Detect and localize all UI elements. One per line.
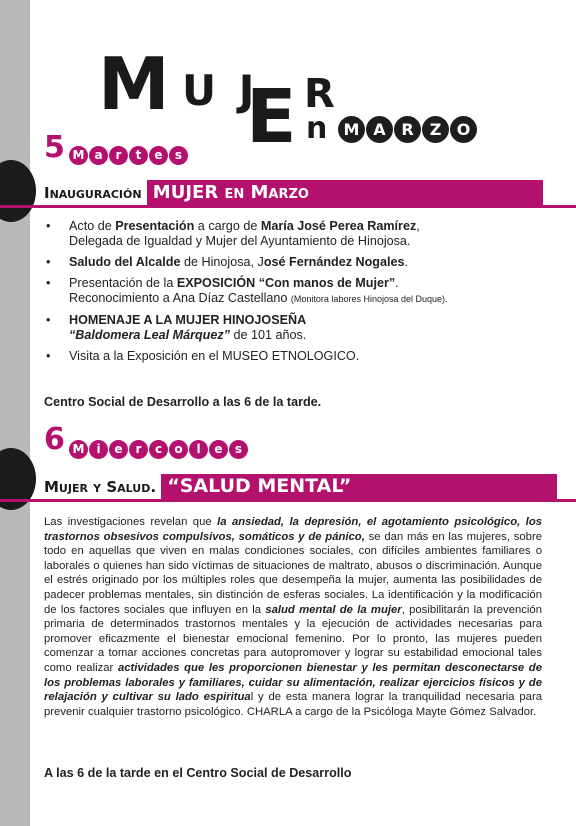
item-bold: HOMENAJE A LA MUJER HINOJOSEÑA (69, 313, 307, 327)
circle-letter: c (149, 440, 168, 459)
item-text: de Hinojosa, J (180, 255, 264, 269)
item-bold: Presentación (115, 219, 195, 233)
circle-letter: e (209, 440, 228, 459)
para-emphasis: salud mental de la mujer (265, 603, 402, 616)
circle-letter: s (169, 146, 188, 165)
event-place: A las 6 de la tarde en el Centro Social de Desarrollo (44, 766, 352, 780)
circle-letter: M (69, 440, 88, 459)
circle-letter: r (129, 440, 148, 459)
item-text: . (404, 255, 408, 269)
section-highlight: MUJER en Marzo (147, 180, 543, 205)
para-text: , posibilitarán la prevención primaria de determinados trastornos mentales y la ejecución de actividades necesarias para promover eficazmente el bienestar emocional femenino. Por lo pronto, las mujeres pueden comenzar a tomar acciones concretas para autopromover y lograr su estabilidad emocional tales como realizar (44, 603, 542, 674)
section-underline (0, 499, 576, 502)
para-text: Las investigaciones revelan que (44, 516, 218, 528)
circle-letter: o (169, 440, 188, 459)
item-bold-italic: “Baldomera Leal Márquez” (69, 328, 230, 342)
item-text: Delegada de Igualdad y Mujer del Ayuntamiento de Hinojosa. (69, 234, 411, 248)
list-item (44, 219, 554, 249)
section-underline (0, 205, 576, 208)
circle-letter: s (229, 440, 248, 459)
list-item (44, 255, 554, 270)
para-emphasis: la ansiedad, la depresión, el agotamiento psicológico, los trastornos obsesivos compulsivos, somáticos y de pánico, (44, 516, 542, 543)
title-letters-uj: U J (182, 66, 259, 115)
item-small: (Monitora labores Hinojosa del Duque). (290, 294, 448, 304)
day-number: 5 (44, 130, 65, 165)
description-paragraph (44, 515, 542, 719)
section-heading (44, 474, 557, 499)
item-bold: EXPOSICIÓN “Con manos de Mujer” (176, 276, 396, 290)
circle-letter: M (69, 146, 88, 165)
section-highlight: “SALUD MENTAL” (161, 474, 557, 499)
circle-letter: A (366, 116, 393, 143)
circle-letter: t (129, 146, 148, 165)
list-item (44, 349, 554, 364)
circle-letter: M (338, 116, 365, 143)
circle-letter: r (109, 146, 128, 165)
title-letter-r: R (304, 71, 335, 117)
item-bold: Saludo del Alcalde (69, 255, 181, 269)
title-letter-e: E (246, 74, 297, 160)
event-place: Centro Social de Desarrollo a las 6 de la tarde. (44, 395, 322, 409)
day-name-circled (69, 440, 249, 459)
circle-letter: a (89, 146, 108, 165)
item-text: Acto de (69, 219, 116, 233)
list-item (44, 276, 554, 307)
item-text: Reconocimiento a Ana Díaz Castellano (69, 291, 291, 305)
left-grey-strip (0, 0, 30, 826)
circle-letter: Z (422, 116, 449, 143)
circle-letter: e (109, 440, 128, 459)
para-text: se dan más en las mujeres, sobre todo en aquellas que viven en malas condiciones sociales, con difíciles ambientes familiares o laborales o quienes han sido víctimas de situaciones de maltrato, abusos o discriminación. Aunque el estrés originado por los múltiples roles que desempeña la mujer, aumenta las posibilidades de padecer problemas mentales, sin distinción de esferas sociales. La identificación y la modificación de los factores sociales que influyen en la (44, 530, 542, 616)
item-bold: osé Fernández Nogales (263, 255, 405, 269)
section-prefix: Mujer y Salud. (44, 478, 162, 496)
section-prefix: Inauguración (44, 184, 147, 202)
item-text: a cargo de (194, 219, 261, 233)
section-heading (44, 180, 543, 205)
list-item (44, 313, 554, 343)
item-bold: María José Perea Ramírez (260, 219, 417, 233)
circle-letter: R (394, 116, 421, 143)
item-text: . (395, 276, 399, 290)
title-letter-m: M (98, 42, 170, 126)
item-text: , (416, 219, 420, 233)
item-text: de 101 años. (229, 328, 307, 342)
circle-letter: i (89, 440, 108, 459)
day-number: 6 (44, 422, 65, 457)
item-text: Presentación de la (69, 276, 177, 290)
circle-letter: e (149, 146, 168, 165)
item-text: Visita a la Exposición en el MUSEO ETNOLOGICO. (69, 349, 360, 363)
para-text: l y de esta manera lograr la tranquilidad necesaria para prevenir cualquier trastorno psicológico. CHARLA a cargo de la Psicóloga Mayte Gómez Salvador. (44, 691, 542, 718)
black-half-circle-decoration (0, 160, 36, 222)
day-name-circled (69, 146, 189, 165)
marzo-circled-word (338, 116, 478, 143)
para-emphasis: actividades que les proporcionen bienestar y les permitan desconectarse de los problemas laborales y familiares, cuidar su alimentación, realizar ejercicios físicos y de relajación y cultivar su lado espiritua (44, 661, 542, 704)
circle-letter: l (189, 440, 208, 459)
title-letter-n: n (306, 111, 328, 146)
circle-letter: O (450, 116, 477, 143)
event-list (44, 219, 554, 370)
